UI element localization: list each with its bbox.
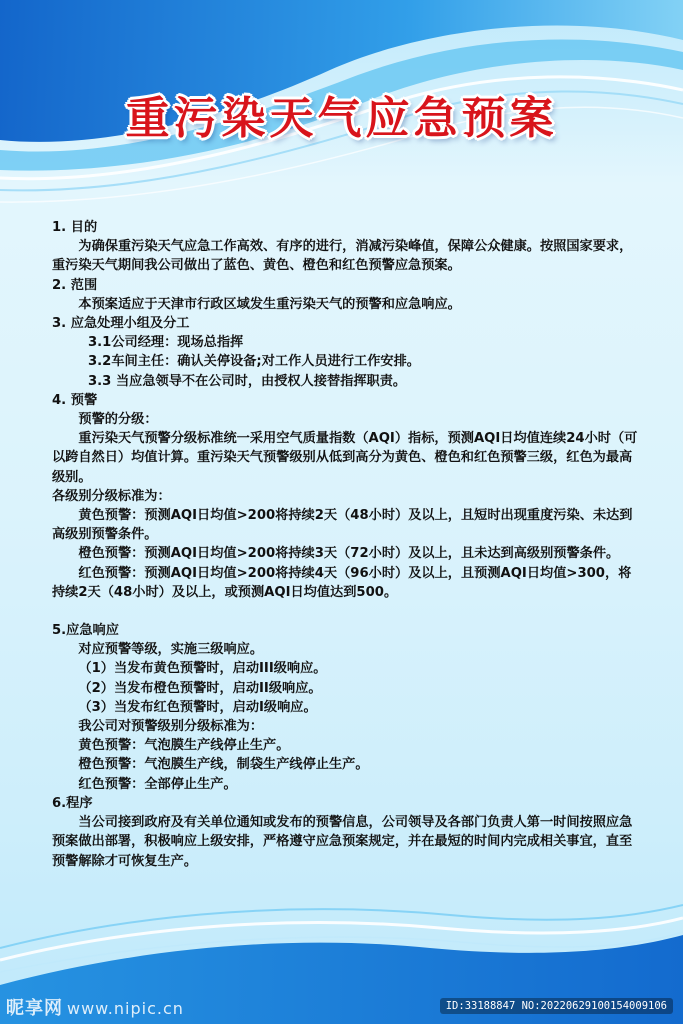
section-heading: 5.应急响应	[52, 623, 119, 639]
paragraph: 当公司接到政府及有关单位通知或发布的预警信息，公司领导及各部门负责人第一时间按照应急预案做出部署，积极响应上级安排，严格遵守应急预案规定，并在最短的时间内完成相关事宜，直至预警解除才可恢复生产。	[52, 815, 633, 869]
paragraph: 橙色预警：气泡膜生产线，制袋生产线停止生产。	[78, 757, 369, 773]
watermark-url: www.nipic.cn	[67, 999, 184, 1018]
section-heading: 1. 目的	[52, 220, 98, 235]
page-title: 重污染天气应急预案	[125, 93, 558, 144]
paragraph: 预警的分级：	[78, 412, 158, 428]
paragraph: （3）当发布红色预警时，启动I级响应。	[78, 699, 317, 715]
section-heading: 各级别分级标准为：	[52, 488, 171, 504]
paragraph: 我公司对预警级别分级标准为：	[78, 719, 264, 735]
section-heading: 3. 应急处理小组及分工	[52, 316, 190, 332]
sub-item: 3.1公司经理：现场总指挥	[88, 335, 244, 351]
section-heading: 6.程序	[52, 795, 93, 811]
paragraph: 对应预警等级，实施三级响应。	[78, 642, 264, 658]
sub-item: 3.3 当应急领导不在公司时，由授权人接替指挥职责。	[88, 373, 407, 389]
watermark-brand-name: 昵享网	[6, 998, 63, 1019]
paragraph: 黄色预警：预测AQI日均值>200将持续2天（48小时）及以上，且短时出现重度污染、未达到高级别预警条件。	[52, 508, 633, 543]
paragraph: 黄色预警：气泡膜生产线停止生产。	[78, 738, 290, 754]
paragraph: （1）当发布黄色预警时，启动III级响应。	[78, 661, 327, 677]
section-heading: 2. 范围	[52, 277, 98, 293]
paragraph: 红色预警：预测AQI日均值>200将持续4天（96小时）及以上，且预测AQI日均值>300，将持续2天（48小时）及以上，或预测AQI日均值达到500。	[52, 565, 632, 600]
paragraph: 重污染天气预警分级标准统一采用空气质量指数（AQI）指标，预测AQI日均值连续24小时（可以跨自然日）均值计算。重污染天气预警级别从低到高分为黄色、橙色和红色预警三级，红色为最高级别。	[52, 431, 638, 485]
document-body	[52, 218, 642, 871]
paragraph: 橙色预警：预测AQI日均值>200将持续3天（72小时）及以上，且未达到高级别预警条件。	[78, 546, 620, 562]
section-heading: 4. 预警	[52, 392, 98, 408]
paragraph: （2）当发布橙色预警时，启动II级响应。	[78, 680, 322, 696]
paragraph: 本预案适应于天津市行政区域发生重污染天气的预警和应急响应。	[78, 296, 461, 312]
sub-item: 3.2车间主任：确认关停设备;对工作人员进行工作安排。	[88, 354, 420, 370]
paragraph: 为确保重污染天气应急工作高效、有序的进行，消减污染峰值，保障公众健康。按照国家要求，重污染天气期间我公司做出了蓝色、黄色、橙色和红色预警应急预案。	[52, 239, 633, 274]
paragraph: 红色预警：全部停止生产。	[78, 776, 237, 792]
spacer	[52, 602, 642, 621]
watermark-brand	[6, 994, 184, 1020]
watermark-id: ID:33188847 NO:20220629100154009106	[440, 998, 673, 1014]
